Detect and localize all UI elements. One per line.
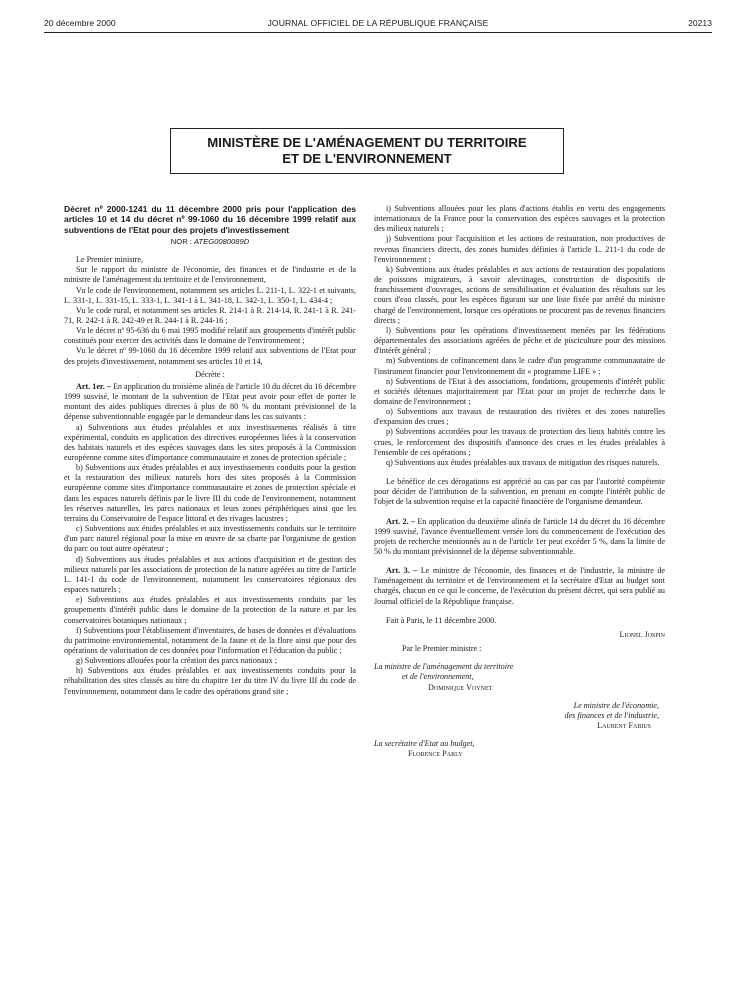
article-1-item: e) Subventions aux études préalables et aux investissements conduits par les groupements d'intérêt public dans le domaine de la protection de la nature et par les conservatoires botaniques nationaux ; <box>64 595 356 625</box>
eco-minister-title-2: des finances et de l'industrie, <box>564 710 659 720</box>
article-1-item: o) Subventions aux travaux de restauration des rivières et des zones naturelles d'expansion des crues ; <box>374 407 665 427</box>
secretary-name: Florence Parly <box>408 749 463 759</box>
article-3-label: Art. 3. – <box>386 566 418 576</box>
secretary-title: La secrétaire d'Etat au budget, <box>374 739 475 749</box>
article-2-label: Art. 2. – <box>386 516 416 526</box>
article-3-text: Le ministre de l'économie, des finances et de l'industrie, la ministre de l'aménagement du territoire et de l'environnement et la secrétaire d'Etat au budget sont chargés, chacun en ce qui le concerne, de l'exécution du présent décret, qui sera publié au Journal officiel de la République française. <box>374 566 666 606</box>
signatory-title <box>374 739 665 749</box>
article-1-item: k) Subventions aux études préalables et aux actions de restauration des populations de poissons migrateurs, à savoir aleviinages, construction de dispositifs de franchissement d'ouvrages, actions de sensibilisation et évaluation des résultats sur les cours d'eau classés, pour les espèces figurant sur une liste fixée par arrêté du ministre chargé de l'environnement, lorsque ces opérations ne procurent pas de revenus financiers directs ; <box>374 264 665 325</box>
decree-title: Décret nº 2000-1241 du 11 décembre 2000 pris pour l'application des articles 10 et 14 du décret nº 99-1060 du 16 décembre 1999 relatif aux subventions de l'Etat pour des projets d'investissement <box>64 204 356 235</box>
article-1-item: b) Subventions aux études préalables et aux investissements conduits pour la gestion et la restauration des milieux naturels hors des sites proposés à la Commission européenne comme sites d'importance communautaire et zones de protection spéciale et dans les espaces naturels définis par le livre III du code de l'environnement, notamment les réserves naturelles, les parcs nationaux et leurs zones périphériques ainsi que les terrains du Conservatoire de l'espace littoral et des rivages lacustres ; <box>64 463 356 523</box>
article-1-text: En application du troisième alinéa de l'article 10 du décret du 16 décembre 1999 susvisé, le montant de la subvention de l'Etat peut avoir pour effet de porter le montant des aides publiques directes à plus de 80 % du montant prévisionnel de la dépense subventionnable engagée par le demandeur dans les cas suivants : <box>64 381 356 422</box>
article-1-item: g) Subventions allouées pour la création des parcs nationaux ; <box>76 656 278 666</box>
signatory-title <box>374 672 665 682</box>
article-1-item: q) Subventions aux études préalables aux travaux de mitigation des risques naturels. <box>386 457 660 467</box>
article-1-item: i) Subventions allouées pour les plans d'actions établis en vertu des engagements internationaux de la France pour la conservation des espèces sauvages et la protection des milieux naturels ; <box>374 204 665 234</box>
right-column <box>374 204 665 760</box>
ministry-line-2: ET DE L'ENVIRONNEMENT <box>282 151 452 166</box>
prime-minister-intro: Par le Premier ministre : <box>402 644 482 654</box>
preamble-paragraph: Vu le décret nº 95-636 du 6 mai 1995 modifié relatif aux groupements d'intérêt public constitués pour exercer des activités dans le domaine de l'environnement ; <box>64 326 356 346</box>
article-2-text: En application du deuxième alinéa de l'article 14 du décret du 16 décembre 1999 susvisé, l'avance éventuellement versée lors du commencement de l'exécution des projets de recherche mentionnés au n de l'article 1er peut excéder 5 %, dans la limite de 50 % du montant prévisionnel de la dépense subventionnable. <box>374 516 666 556</box>
eco-minister-name: Laurent Fabius <box>597 721 651 731</box>
article-1-item: f) Subventions pour l'établissement d'inventaires, de bases de données et d'évaluations du patrimoine environnemental, notamment de la faune et de la flore ainsi que pour des opérations de valorisation de ces données pour l'information et l'éducation du public ; <box>64 625 356 655</box>
signing-date: Fait à Paris, le 11 décembre 2000. <box>386 615 497 625</box>
prime-minister-name: Lionel Jospin <box>619 629 665 639</box>
nor-reference <box>64 237 356 247</box>
issue-date: 20 décembre 2000 <box>44 18 116 28</box>
derogation-paragraph: Le bénéfice de ces dérogations est apprécié au cas par cas par l'autorité compétente pour décider de l'attribution de la subvention, en prenant en compte l'intérêt public de l'objet de la subvention requise et la capacité financière de l'organisme demandeur. <box>374 477 665 507</box>
nor-code: ATEG0080089D <box>194 236 250 246</box>
preamble-paragraph: Vu le code de l'environnement, notamment ses articles L. 211-1, L. 322-1 et suivants, L. 331-1, L. 331-15, L. 333-1, L. 341-1 à L. 341-18, L. 342-1, L. 350-1, L. 434-4 ; <box>64 285 356 305</box>
preamble-paragraph: Vu le décret nº 99-1060 du 16 décembre 1999 relatif aux subventions de l'Etat pour des projets d'investissement, notamment ses articles 10 et 14, <box>64 346 356 366</box>
preamble-paragraph: Sur le rapport du ministre de l'économie, des finances et de l'industrie et de la ministre de l'aménagement du territoire et de l'environnement, <box>64 265 356 285</box>
ministry-line-1: MINISTÈRE DE L'AMÉNAGEMENT DU TERRITOIRE <box>207 135 527 150</box>
preamble-paragraph: Le Premier ministre, <box>76 255 144 265</box>
article-3 <box>374 566 665 607</box>
article-1-label: Art. 1er. – <box>76 381 111 391</box>
decrete-heading: Décrète : <box>195 369 225 379</box>
article-1-item: l) Subventions pour les opérations d'investissement menées par les fédérations départementales des associations agréées de pêche et de pisciculture pour des missions d'intérêt général ; <box>374 325 665 356</box>
article-1-item: m) Subventions de cofinancement dans le cadre d'un programme communautaire de l'instrument financier pour l'environnement dit « programme LIFE » ; <box>374 356 665 376</box>
article-1 <box>64 382 356 423</box>
eco-minister-title-1: Le ministre de l'économie, <box>573 700 659 710</box>
signatory-title <box>374 701 665 711</box>
signatory-title <box>374 662 665 672</box>
header-rule <box>44 32 712 33</box>
article-1-item: c) Subventions aux études préalables et aux investissements conduits sur le territoire d'un parc naturel régional pour la mise en œuvre de sa charte par l'organisme de gestion du parc ou tout autre opérateur ; <box>64 524 356 554</box>
env-minister-name: Dominique Voynet <box>428 682 493 692</box>
left-column <box>64 204 356 697</box>
article-1-item: a) Subventions aux études préalables et aux investissements réalisés à titre expérimental, conduits en application des directives européennes liées à la conservation des habitats naturels et des espèces sauvages dans les sites proposés à la Commission européenne comme sites d'importance communautaire et zones de protection spéciale ; <box>64 422 356 463</box>
env-minister-title-1: La ministre de l'aménagement du territoire <box>374 662 514 672</box>
preamble-paragraph: Vu le code rural, et notamment ses articles R. 214-1 à R. 214-14, R. 241-1 à R. 241-71, R. 242-1 à R. 242-49 et R. 244-1 à R. 244-16 ; <box>64 305 356 325</box>
article-1-item: d) Subventions aux études préalables et aux actions d'acquisition et de gestion des milieux naturels par les associations de protection de la nature agréées au titre de l'article L. 141-1 du code de l'environnement, notamment les conservatoires régionaux des espaces naturels ; <box>64 554 356 595</box>
signatory-title <box>374 711 665 721</box>
page-number: 20213 <box>688 18 712 28</box>
article-1-item: j) Subventions pour l'acquisition et les actions de restauration, non productives de revenus financiers directs, des zones humides définies à l'article L. 211-1 du code de l'environnement ; <box>374 234 665 264</box>
article-1-item: h) Subventions aux études préalables et aux investissements conduits pour la réhabilitation des sites classés au titre du chapitre 1er du titre IV du livre III du code de l'environnement, notamment dans le cadre des opérations grand site ; <box>64 666 356 696</box>
article-1-item: n) Subventions de l'Etat à des associations, fondations, groupements d'intérêt public et sociétés détenues majoritairement par l'Etat pour un projet de recherche dans le domaine de l'environnement ; <box>374 376 665 406</box>
article-1-item: p) Subventions accordées pour les travaux de protection des lieux habités contre les crues, le renforcement des dispositifs d'annonce des crues et les études préalables à l'ensemble de ces opérations ; <box>374 427 665 457</box>
env-minister-title-2: et de l'environnement, <box>402 672 474 682</box>
journal-name: JOURNAL OFFICIEL DE LA RÉPUBLIQUE FRANÇAISE <box>267 18 489 28</box>
page-header <box>44 18 712 32</box>
nor-label: NOR : <box>170 236 192 246</box>
article-2 <box>374 517 665 558</box>
ministry-banner <box>170 128 564 174</box>
